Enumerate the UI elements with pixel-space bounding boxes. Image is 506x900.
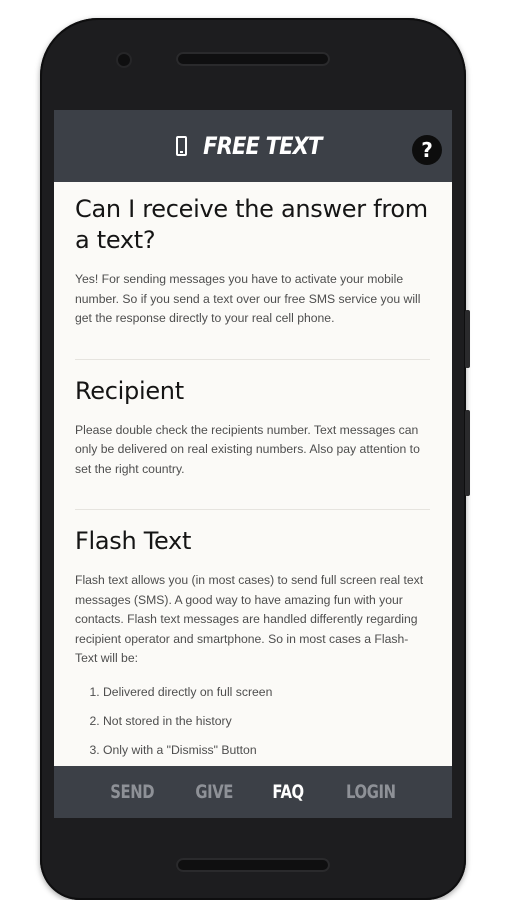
faq-answer: Yes! For sending messages you have to activate your mobile number. So if you send a text over our free SMS service you will get the response directly to your real cell phone.: [75, 272, 421, 325]
section-divider: [75, 359, 430, 360]
phone-device-frame: [40, 18, 466, 900]
bottom-navigation: [54, 766, 452, 818]
faq-question-title: Flash Text: [75, 527, 192, 555]
faq-content[interactable]: [75, 182, 430, 766]
faq-answer: Flash text allows you (in most cases) to send full screen real text messages (SMS). A good way to have amazing fun with your contacts. Flash text messages are handled differently regarding recipient operator and smartphone. So in most cases a Flash-Text will be:: [75, 573, 424, 665]
list-item: 2. Not stored in the history: [103, 712, 430, 731]
nav-send[interactable]: SEND: [109, 781, 154, 803]
flash-text-feature-list: [75, 683, 430, 760]
nav-faq[interactable]: FAQ: [272, 781, 305, 803]
list-item: 3. Only with a "Dismiss" Button: [103, 741, 430, 760]
faq-question-title: Recipient: [75, 376, 184, 405]
faq-item: [75, 376, 430, 480]
nav-give[interactable]: GIVE: [195, 781, 234, 803]
faq-answer: Please double check the recipients number. Text messages can only be delivered on real existing numbers. Also pay attention to set the right country.: [75, 422, 420, 476]
list-item: 1. Delivered directly on full screen: [103, 683, 430, 702]
faq-item: [75, 526, 430, 791]
bottom-speaker: [176, 858, 330, 872]
front-camera: [118, 54, 130, 66]
faq-item: [75, 194, 430, 329]
question-icon[interactable]: ?: [412, 135, 442, 165]
app-title: FREE TEXT: [203, 132, 322, 160]
volume-button: [465, 410, 470, 496]
power-button: [465, 310, 470, 368]
section-divider: [75, 509, 430, 510]
nav-login[interactable]: LOGIN: [345, 781, 396, 803]
top-speaker: [176, 52, 330, 66]
phone-icon: [176, 136, 187, 156]
faq-question-title: Can I receive the answer from a text?: [75, 195, 428, 254]
app-screen: [54, 110, 452, 818]
app-header: [54, 110, 452, 182]
app-logo: [176, 132, 330, 160]
